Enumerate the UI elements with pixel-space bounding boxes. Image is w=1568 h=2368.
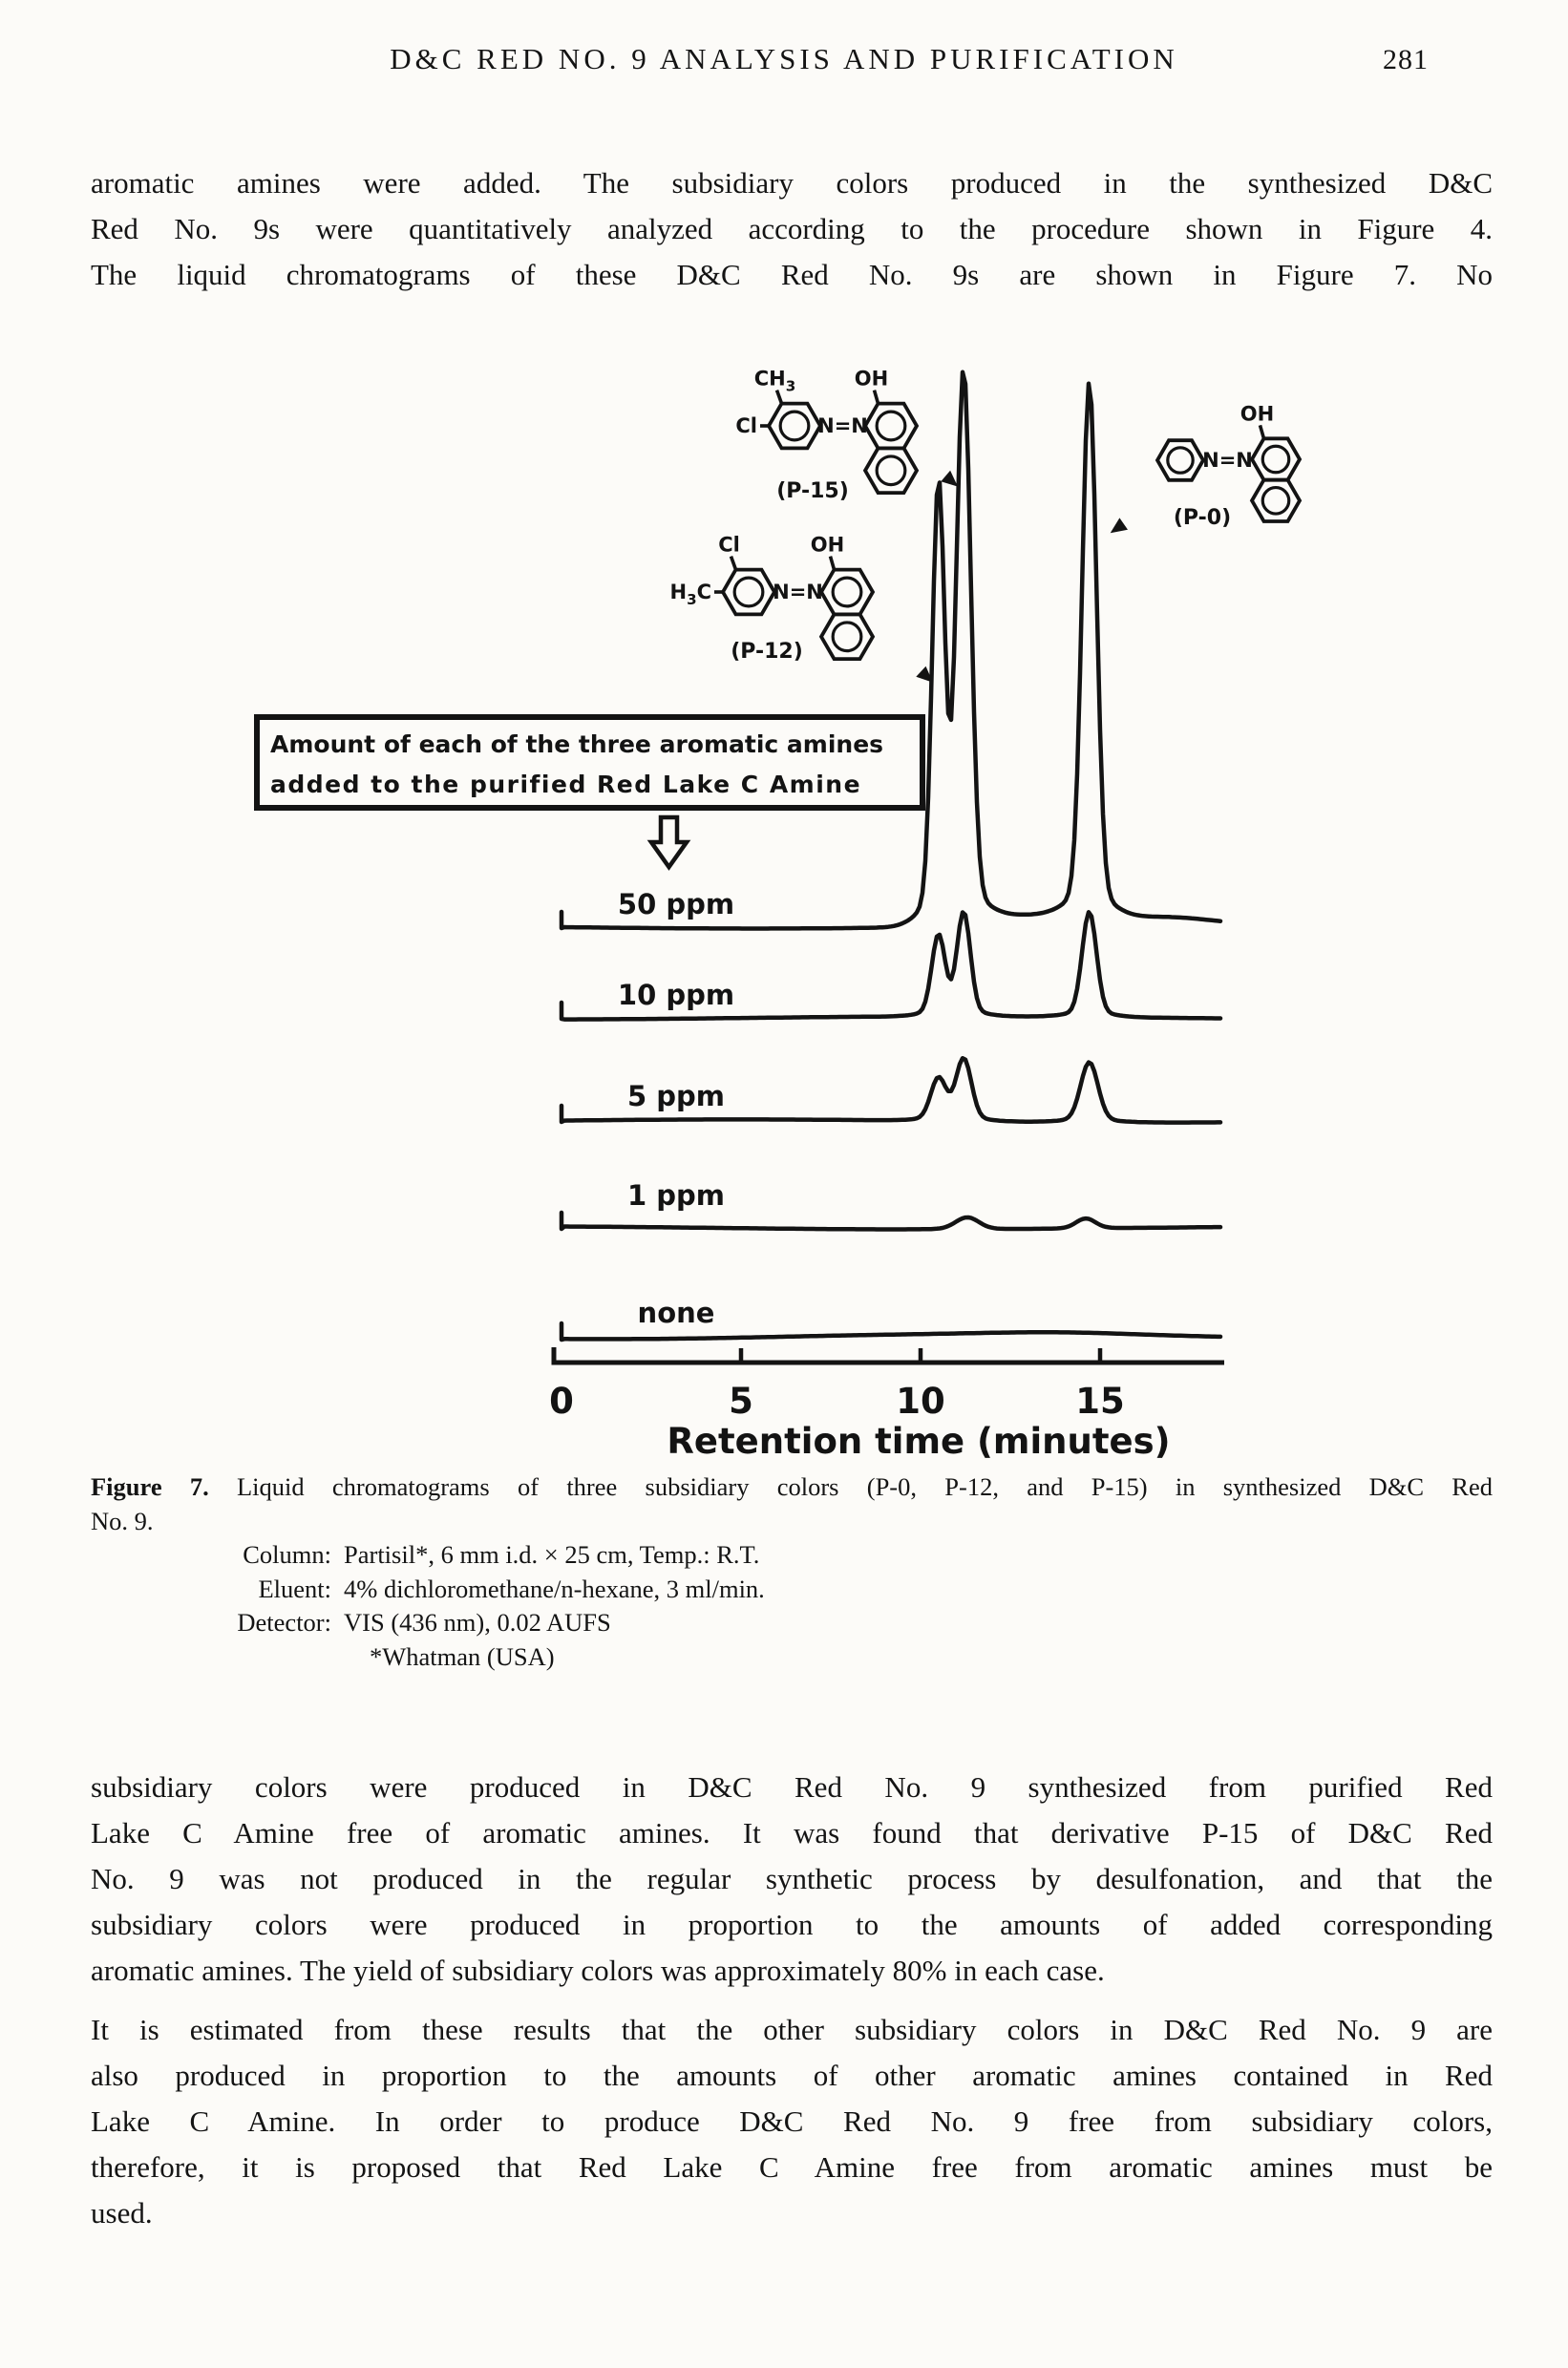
bond <box>875 391 879 404</box>
text-line: Red No. 9s were quantitatively analyzed according to the procedure shown in Figure 4. <box>91 212 1493 245</box>
aromatic-circle <box>1262 446 1289 473</box>
benzene-ring <box>769 404 820 449</box>
annotation-box-border <box>257 717 922 808</box>
peak-pointer-arrow-icon <box>1111 518 1128 533</box>
trace-10-ppm <box>562 912 1220 1019</box>
azo-group-label: N=N <box>817 414 868 437</box>
arrow-head <box>916 666 933 683</box>
aromatic-circle <box>1262 488 1289 515</box>
hydroxyl-label: OH <box>1240 402 1275 426</box>
trace-none <box>562 1297 1220 1340</box>
benzene-ring <box>1252 480 1300 521</box>
text-line: aromatic amines. The yield of subsidiary colors was approximately 80% in each case. <box>91 1954 1105 1987</box>
text-line: also produced in proportion to the amounts of other aromatic amines contained in Red <box>91 2059 1493 2092</box>
caption-line2: No. 9. <box>91 1506 154 1535</box>
text-line: Lake C Amine free of aromatic amines. It was found that derivative P-15 of D&C Red <box>91 1816 1493 1850</box>
aromatic-circle <box>1168 448 1193 473</box>
peak-pointer-arrow-icon <box>941 471 958 487</box>
chromatogram-trace <box>562 1058 1220 1122</box>
caption-value: 4% dichloromethane/n-hexane, 3 ml/min. <box>344 1574 765 1603</box>
paragraph-results <box>91 1765 1493 1994</box>
text-line: subsidiary colors were produced in proportion to the amounts of added corresponding <box>91 1908 1493 1941</box>
arrow-head <box>1111 518 1128 533</box>
text-line: aromatic amines were added. The subsidiary colors produced in the synthesized D&C <box>91 166 1493 200</box>
x-axis-title: Retention time (minutes) <box>667 1421 1171 1462</box>
compound-id-label: (P-12) <box>731 640 803 664</box>
benzene-ring <box>865 404 917 449</box>
benzene-ring <box>821 614 873 659</box>
aromatic-circle <box>833 578 861 606</box>
benzene-ring <box>723 570 774 615</box>
azo-group-label: N=N <box>773 581 823 603</box>
chromatogram-trace <box>562 1323 1220 1340</box>
x-axis <box>549 1347 1224 1462</box>
bond <box>777 391 782 404</box>
running-head-title: D&C RED NO. 9 ANALYSIS AND PURIFICATION <box>390 42 1178 75</box>
compound-structure-p-15 <box>735 368 958 503</box>
caption-figure-label: Figure 7. <box>91 1472 209 1501</box>
trace-1-ppm <box>562 1179 1220 1230</box>
text-line: therefore, it is proposed that Red Lake C Amine free from aromatic amines must be <box>91 2150 1493 2184</box>
caption-line1 <box>91 1470 1493 1505</box>
x-axis-line <box>554 1347 1224 1363</box>
chromatogram-trace <box>562 912 1220 1019</box>
benzene-ring <box>1157 440 1203 480</box>
ring-left-substituent-label: $H_3C$ <box>669 581 711 608</box>
paragraph-conclusion <box>91 2007 1493 2236</box>
caption-key: Eluent: <box>258 1574 331 1603</box>
x-axis-tick-label: 15 <box>1075 1381 1125 1422</box>
caption-text: Liquid chromatograms of three subsidiary colors (P-0, P-12, and P-15) in synthesized D&C Red <box>236 1472 1493 1501</box>
caption-value: Partisil*, 6 mm i.d. × 25 cm, Temp.: R.T. <box>344 1540 760 1569</box>
caption-row-detector <box>91 1606 1493 1640</box>
trace-5-ppm <box>562 1058 1220 1122</box>
x-axis-tick-label: 10 <box>896 1381 945 1422</box>
bond <box>1261 425 1264 438</box>
compound-id-label: (P-15) <box>776 479 849 503</box>
chromatogram-trace <box>562 1213 1220 1230</box>
caption-row-eluent <box>91 1573 1493 1607</box>
trace-amount-label: 50 ppm <box>617 888 735 920</box>
peak-pointer-arrow-icon <box>916 666 933 683</box>
compound-id-label: (P-0) <box>1173 506 1232 530</box>
annotation-box-line2: added to the purified Red Lake C Amine <box>270 771 862 798</box>
azo-group-label: N=N <box>1202 449 1253 472</box>
figure7-graphics <box>257 368 1300 1462</box>
caption-row-whatman <box>91 1640 1493 1675</box>
ring-left-substituent-label: Cl <box>735 414 757 437</box>
ring-top-substituent-label: $CH_3$ <box>753 367 796 395</box>
text-line: subsidiary colors were produced in D&C Red No. 9 synthesized from purified Red <box>91 1770 1493 1804</box>
caption-row-column <box>91 1538 1493 1573</box>
trace-amount-label: none <box>637 1297 715 1329</box>
page-number: 281 <box>1383 44 1429 75</box>
aromatic-circle <box>877 412 905 440</box>
compound-structure-p-12 <box>669 534 933 683</box>
aromatic-circle <box>734 578 763 606</box>
figure-caption <box>91 1470 1493 1674</box>
caption-key <box>91 1640 331 1675</box>
trace-50-ppm <box>562 372 1220 929</box>
text-line: No. 9 was not produced in the regular synthetic process by desulfonation, and that the <box>91 1862 1493 1895</box>
aromatic-circle <box>877 456 905 485</box>
hydroxyl-label: OH <box>854 367 889 391</box>
trace-amount-label: 5 ppm <box>626 1080 726 1112</box>
bond <box>731 557 736 570</box>
caption-key: Column: <box>243 1540 331 1569</box>
text-line: Lake C Amine. In order to produce D&C Red No. 9 free from subsidiary colors, <box>91 2104 1493 2138</box>
trace-amount-label: 1 ppm <box>626 1179 726 1212</box>
caption-value: *Whatman (USA) <box>370 1641 555 1671</box>
benzene-ring <box>1252 438 1300 479</box>
trace-amount-label: 10 ppm <box>617 979 735 1011</box>
compound-structure-p-0 <box>1111 402 1300 533</box>
chromatogram-trace <box>562 372 1220 929</box>
ring-top-substituent-label: Cl <box>718 533 740 557</box>
aromatic-circle <box>833 623 861 651</box>
arrow-head <box>941 471 958 487</box>
hollow-down-arrow-icon <box>651 817 687 867</box>
caption-value: VIS (436 nm), 0.02 AUFS <box>344 1608 611 1637</box>
hydroxyl-label: OH <box>810 533 845 557</box>
text-line: It is estimated from these results that the other subsidiary colors in D&C Red No. 9 are <box>91 2013 1493 2046</box>
benzene-ring <box>821 570 873 615</box>
x-axis-tick-label: 5 <box>729 1381 753 1422</box>
annotation-box-line1: Amount of each of the three aromatic amines <box>270 730 884 758</box>
text-line: The liquid chromatograms of these D&C Red No. 9s are shown in Figure 7. No <box>91 258 1493 291</box>
x-axis-tick-label: 0 <box>549 1381 574 1422</box>
annotation-box <box>257 717 922 808</box>
paragraph-intro <box>91 160 1493 298</box>
benzene-ring <box>865 448 917 493</box>
caption-key: Detector: <box>237 1608 331 1637</box>
text-line: used. <box>91 2196 153 2230</box>
aromatic-circle <box>780 412 809 440</box>
bond <box>831 557 835 570</box>
